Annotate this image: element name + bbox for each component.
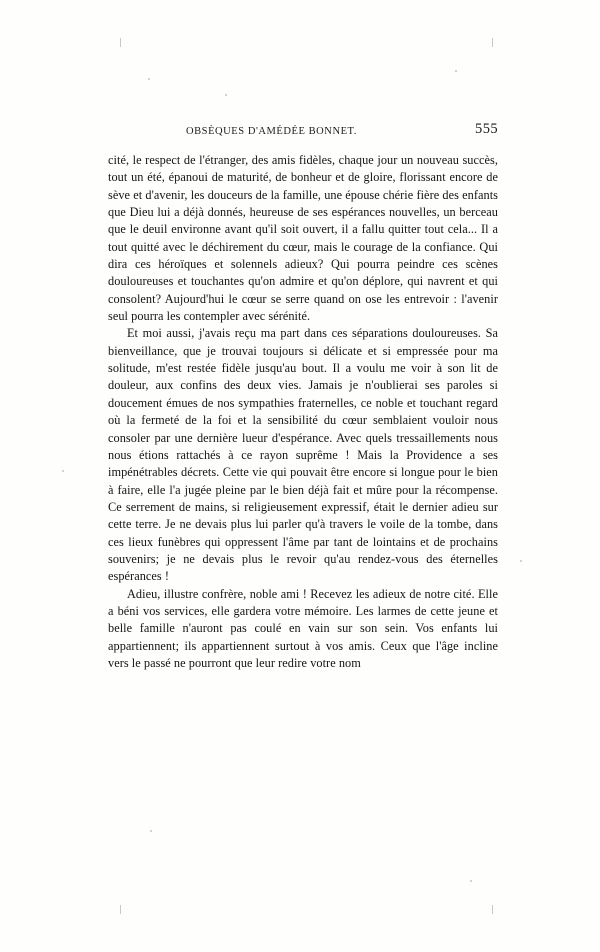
- scan-speck: [150, 830, 152, 832]
- page-corner-mark-bottom-right: [492, 905, 493, 914]
- scan-speck: [470, 880, 472, 882]
- running-title: OBSÈQUES D'AMÉDÉE BONNET.: [186, 126, 357, 137]
- scan-speck: [225, 94, 227, 96]
- scan-speck: [148, 78, 150, 80]
- scan-speck: [455, 70, 457, 72]
- page-content: [108, 121, 498, 672]
- page-corner-mark-top-right: [492, 38, 493, 47]
- scan-speck: [62, 470, 64, 472]
- body-text: [108, 152, 498, 672]
- page-number: 555: [475, 121, 498, 137]
- scan-speck: [520, 560, 522, 562]
- running-head: [108, 121, 498, 142]
- paragraph: cité, le respect de l'étranger, des amis fidèles, chaque jour un nouveau succès, tout un été, épanoui de maturité, de bonheur et de gloire, florissant encore de sève et d'avenir, les douceurs de la famille, une épouse chérie fière des enfants que Dieu lui a déjà donnés, heureuse de ses espérances nouvelles, un berceau que le deuil environne avant qu'il soit ouvert, il a fallu quitter tout cela... Il a tout quitté avec le déchirement du cœur, mais le courage de la confiance. Qui dira ces héroïques et solennels adieux? Qui pourra peindre ces scènes douloureuses et touchantes qu'on admire et qu'on déplore, qui navrent et qui consolent? Aujourd'hui le cœur se serre quand on ose les entrevoir : l'avenir seul pourra les contempler avec sérénité.: [108, 153, 498, 324]
- paragraph: Adieu, illustre confrère, noble ami ! Recevez les adieux de notre cité. Elle a béni vos services, elle gardera votre mémoire. Les larmes de cette jeune et belle famille n'auront pas coulé en vain sur son sein. Vos enfants lui appartiennent; ils appartiennent surtout à vos amis. Ceux que l'âge incline vers le passé ne pourront que leur redire votre nom: [108, 586, 498, 670]
- page-corner-mark-top-left: [120, 38, 121, 47]
- paragraph: Et moi aussi, j'avais reçu ma part dans ces séparations douloureuses. Sa bienveillance, que je trouvai toujours si délicate et si empressée pour ma solitude, m'est restée fidèle jusqu'au bout. Il a voulu me voir à son lit de douleur, aux confins des deux vies. Jamais je n'oublierai ses paroles si doucement émues de nos sympathies fraternelles, ce noble et touchant regard où la fermeté de la foi et la sensibilité du cœur semblaient vouloir nous consoler par une dernière lueur d'espérance. Avec quels tressaillements nous nous étions rattachés à ce rayon suprême ! Mais la Providence a ses impénétrables décrets. Cette vie qui pouvait être encore si longue pour le bien à faire, elle l'a jugée pleine par le bien déjà fait et mûre pour la récompense. Ce serrement de mains, si religieusement expressif, était le dernier adieu sur cette terre. Je ne devais plus lui parler qu'à travers le voile de la tombe, dans ces lieux funèbres qui oppressent l'âme par tant de lointains et de prochains souvenirs; je ne devais plus le revoir qu'au rendez-vous des éternelles espérances !: [108, 326, 498, 584]
- page-corner-mark-bottom-left: [120, 905, 121, 914]
